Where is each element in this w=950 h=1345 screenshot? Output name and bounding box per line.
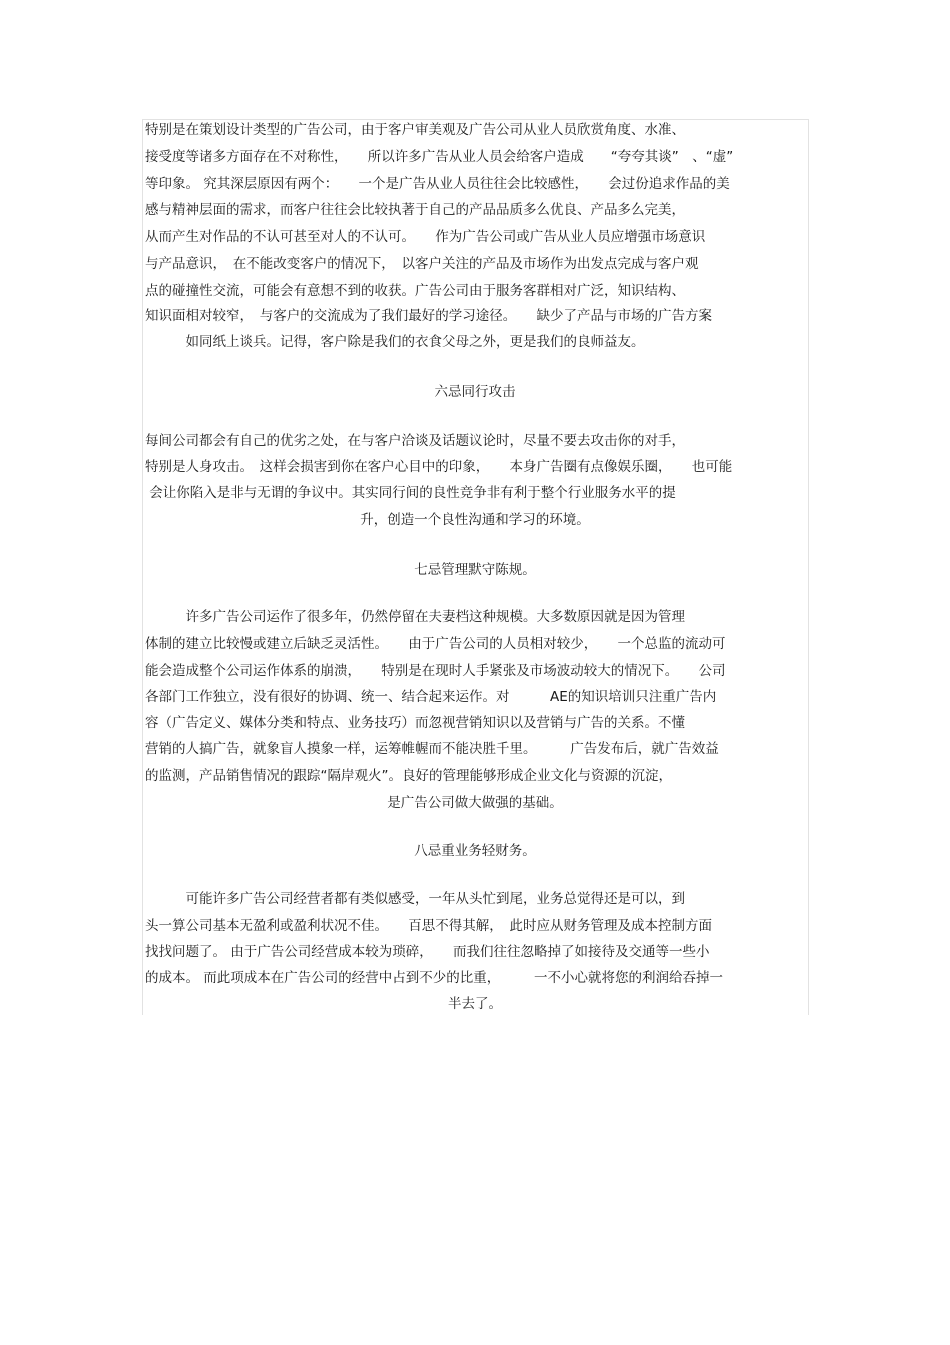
- paragraph-line: 感与精神层面的需求，而客户往往会比较执著于自己的产品品质多么优良、产品多么完美，: [145, 202, 685, 218]
- paragraph-line: 特别是在策划设计类型的广告公司，由于客户审美观及广告公司从业人员欣赏角度、水准、: [145, 122, 685, 138]
- paragraph-line: 接受度等诸多方面存在不对称性， 所以许多广告从业人员会给客户造成 “夸夸其谈” 、“虚”: [145, 149, 734, 165]
- paragraph-line: 容（广告定义、媒体分类和特点、业务技巧）而忽视营销知识以及营销与广告的关系。不懂: [145, 715, 685, 731]
- paragraph-line: 等印象。 究其深层原因有两个： 一个是广告从业人员往往会比较感性， 会过份追求作品的美: [145, 176, 730, 192]
- section-heading: 七忌管理默守陈规。: [414, 562, 536, 578]
- paragraph-line: 从而产生对作品的不认可甚至对人的不认可。 作为广告公司或广告从业人员应增强市场意识: [145, 229, 706, 245]
- paragraph-line: 可能许多广告公司经营者都有类似感受，一年从头忙到尾，业务总觉得还是可以，到: [145, 891, 685, 907]
- paragraph-line: 的成本。 而此项成本在广告公司的经营中占到不少的比重， 一不小心就将您的利润给吞掉一: [145, 970, 724, 986]
- paragraph-line: 与产品意识， 在不能改变客户的情况下， 以客户关注的产品及市场作为出发点完成与客户观: [145, 256, 699, 272]
- paragraph-line: 会让你陷入是非与无谓的争议中。其实同行间的良性竞争非有利于整个行业服务水平的提: [145, 485, 676, 501]
- paragraph-line-centered: 半去了。: [448, 996, 502, 1012]
- paragraph-line: 点的碰撞性交流，可能会有意想不到的收获。广告公司由于服务客群相对广泛，知识结构、: [145, 283, 685, 299]
- paragraph-line: 知识面相对较窄， 与客户的交流成为了我们最好的学习途径。 缺少了产品与市场的广告方案: [145, 308, 712, 324]
- paragraph-line: 许多广告公司运作了很多年，仍然停留在夫妻档这种规模。大多数原因就是因为管理: [145, 609, 685, 625]
- paragraph-line-centered: 升，创造一个良性沟通和学习的环境。: [360, 512, 590, 528]
- section-heading: 八忌重业务轻财务。: [414, 843, 536, 859]
- paragraph-line: 头一算公司基本无盈利或盈利状况不佳。 百思不得其解， 此时应从财务管理及成本控制方面: [145, 918, 712, 934]
- paragraph-line: 特别是人身攻击。 这样会损害到你在客户心目中的印象， 本身广告圈有点像娱乐圈， 也可能: [145, 459, 733, 475]
- paragraph-line: 如同纸上谈兵。记得，客户除是我们的衣食父母之外，更是我们的良师益友。: [145, 334, 645, 350]
- section-heading: 六忌同行攻击: [434, 384, 516, 400]
- paragraph-line: 体制的建立比较慢或建立后缺乏灵活性。 由于广告公司的人员相对较少， 一个总监的流动可: [145, 636, 726, 652]
- paragraph-line: 找找问题了。 由于广告公司经营成本较为琐碎， 而我们往往忽略掉了如接待及交通等一些小: [145, 944, 710, 960]
- paragraph-line: 的监测，产品销售情况的跟踪“隔岸观火”。良好的管理能够形成企业文化与资源的沉淀，: [145, 768, 672, 784]
- paragraph-line: 每间公司都会有自己的优劣之处，在与客户洽谈及话题议论时，尽量不要去攻击你的对手，: [145, 433, 685, 449]
- paragraph-line-centered: 是广告公司做大做强的基础。: [387, 795, 563, 811]
- paragraph-line: 营销的人搞广告，就象盲人摸象一样，运筹帷幄而不能决胜千里。 广告发布后，就广告效益: [145, 741, 719, 757]
- paragraph-line: 各部门工作独立，没有很好的协调、统一、结合起来运作。对 AE的知识培训只注重广告内: [145, 689, 717, 705]
- paragraph-line: 能会造成整个公司运作体系的崩溃， 特别是在现时人手紧张及市场波动较大的情况下。 公司: [145, 663, 726, 679]
